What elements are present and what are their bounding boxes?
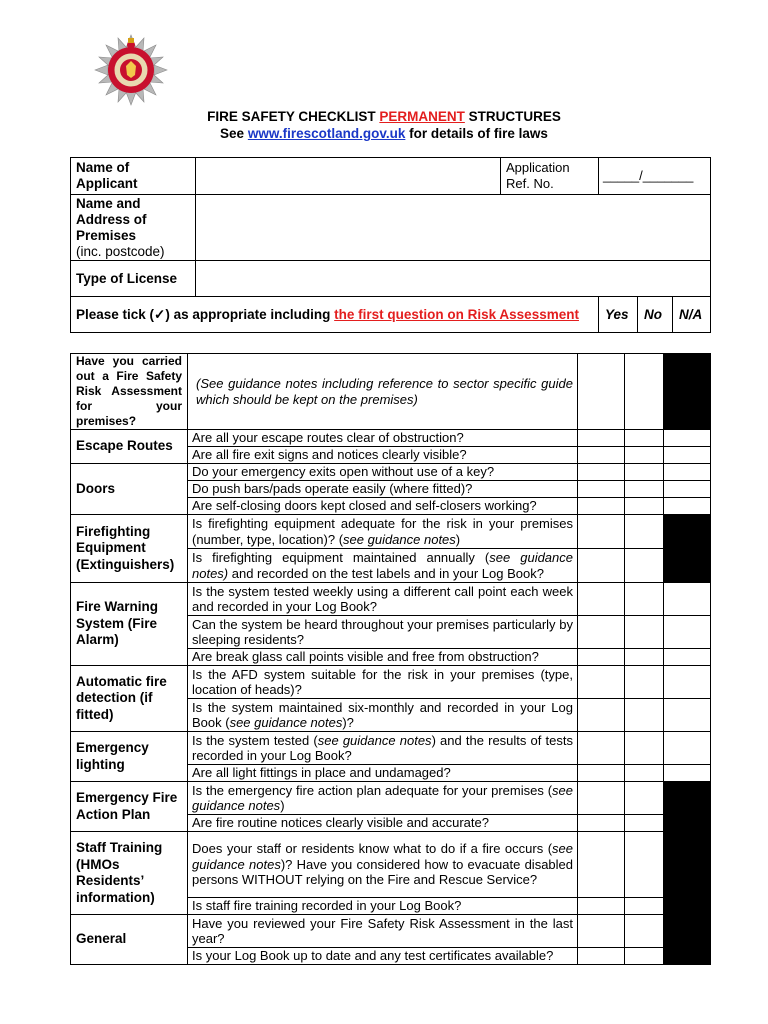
na-checkbox[interactable] [664,447,711,464]
risk-assessment-label: Have you carried out a Fire Safety Risk Assessment for your premises? [71,354,188,430]
question: Does your staff or residents know what to do if a fire occurs (see guidance notes)? Have you considered how to evacuate disabled persons WITHOUT relying on the Fire and Rescue Service? [188,832,578,898]
no-checkbox[interactable] [625,782,664,815]
yes-checkbox[interactable] [578,498,625,515]
na-blocked-cell [664,354,711,430]
yes-checkbox[interactable] [578,430,625,447]
na-blocked-cell [664,782,711,815]
risk-assessment-note: (See guidance notes including reference to sector specific guide which should be kept on the premises) [188,354,578,430]
staff-training-label: Staff Training (HMOs Residents’ information) [71,832,188,915]
yes-checkbox[interactable] [578,515,625,549]
escape-routes-label: Escape Routes [71,430,188,464]
no-checkbox[interactable] [625,948,664,965]
question: Are all fire exit signs and notices clearly visible? [188,447,578,464]
emergency-lighting-label: Emergency lighting [71,732,188,782]
na-blocked-cell [664,948,711,965]
na-checkbox[interactable] [664,666,711,699]
no-checkbox[interactable] [625,898,664,915]
yes-checkbox[interactable] [578,832,625,898]
address-field[interactable] [196,195,711,261]
no-checkbox[interactable] [625,354,664,430]
address-label: Name and Address of Premises (inc. postcode) [71,195,196,261]
no-checkbox[interactable] [625,666,664,699]
question: Is the emergency fire action plan adequate for your premises (see guidance notes) [188,782,578,815]
title-highlight: PERMANENT [379,109,465,124]
no-checkbox[interactable] [625,765,664,782]
question: Are all your escape routes clear of obstruction? [188,430,578,447]
no-checkbox[interactable] [625,815,664,832]
no-checkbox[interactable] [625,515,664,549]
yes-checkbox[interactable] [578,765,625,782]
yes-checkbox[interactable] [578,481,625,498]
application-ref-field[interactable]: _____/_______ [599,158,711,195]
question: Is firefighting equipment maintained annually (see guidance notes) and recorded on the test labels and in your Log Book? [188,549,578,583]
no-checkbox[interactable] [625,915,664,948]
yes-checkbox[interactable] [578,464,625,481]
no-checkbox[interactable] [625,498,664,515]
emergency-fire-action-plan-label: Emergency Fire Action Plan [71,782,188,832]
question: Is staff fire training recorded in your Log Book? [188,898,578,915]
na-checkbox[interactable] [664,699,711,732]
type-of-license-field[interactable] [196,261,711,297]
na-checkbox[interactable] [664,498,711,515]
address-note: (inc. postcode) [76,243,165,259]
afd-label: Automatic fire detection (if fitted) [71,666,188,732]
no-checkbox[interactable] [625,430,664,447]
tick-instructions: Please tick (✓) as appropriate including the first question on Risk Assessment [71,297,599,333]
no-checkbox[interactable] [625,447,664,464]
name-of-applicant-field[interactable] [196,158,501,195]
no-checkbox[interactable] [625,616,664,649]
na-checkbox[interactable] [664,464,711,481]
question: Is the system tested weekly using a different call point each week and recorded in your Log Book? [188,583,578,616]
doors-label: Doors [71,464,188,515]
na-checkbox[interactable] [664,616,711,649]
yes-checkbox[interactable] [578,354,625,430]
no-checkbox[interactable] [625,649,664,666]
na-blocked-cell [664,515,711,549]
question: Do push bars/pads operate easily (where fitted)? [188,481,578,498]
no-checkbox[interactable] [625,549,664,583]
no-checkbox[interactable] [625,481,664,498]
question: Is the system tested (see guidance notes) and the results of tests recorded in your Log Book? [188,732,578,765]
yes-checkbox[interactable] [578,447,625,464]
yes-checkbox[interactable] [578,782,625,815]
yes-checkbox[interactable] [578,732,625,765]
na-checkbox[interactable] [664,481,711,498]
no-checkbox[interactable] [625,832,664,898]
question: Are break glass call points visible and free from obstruction? [188,649,578,666]
col-no-header: No [638,297,673,333]
application-ref-label: Application Ref. No. [501,158,599,195]
na-checkbox[interactable] [664,430,711,447]
question: Are all light fittings in place and undamaged? [188,765,578,782]
yes-checkbox[interactable] [578,898,625,915]
question: Do your emergency exits open without use of a key? [188,464,578,481]
yes-checkbox[interactable] [578,815,625,832]
tick-instructions-highlight: the first question on Risk Assessment [334,306,579,322]
yes-checkbox[interactable] [578,583,625,616]
no-checkbox[interactable] [625,464,664,481]
question: Are fire routine notices clearly visible and accurate? [188,815,578,832]
page-subtitle: See www.firescotland.gov.uk for details of fire laws [220,126,548,141]
na-blocked-cell [664,815,711,832]
question: Have you reviewed your Fire Safety Risk Assessment in the last year? [188,915,578,948]
question: Is firefighting equipment adequate for the risk in your premises (number, type, location)? (see guidance notes) [188,515,578,549]
col-na-header: N/A [673,297,711,333]
applicant-details-table [70,157,711,333]
fire-service-crest-logo [92,34,170,106]
question: Is your Log Book up to date and any test certificates available? [188,948,578,965]
type-of-license-label: Type of License [71,261,196,297]
no-checkbox[interactable] [625,699,664,732]
na-blocked-cell [664,832,711,898]
name-of-applicant-label: Name of Applicant [71,158,196,195]
na-blocked-cell [664,898,711,915]
checklist-table [70,353,711,965]
na-checkbox[interactable] [664,583,711,616]
no-checkbox[interactable] [625,732,664,765]
yes-checkbox[interactable] [578,699,625,732]
yes-checkbox[interactable] [578,549,625,583]
yes-checkbox[interactable] [578,616,625,649]
yes-checkbox[interactable] [578,666,625,699]
question: Is the system maintained six-monthly and recorded in your Log Book (see guidance notes)? [188,699,578,732]
na-blocked-cell [664,915,711,948]
fire-warning-system-label: Fire Warning System (Fire Alarm) [71,583,188,666]
na-checkbox[interactable] [664,649,711,666]
no-checkbox[interactable] [625,583,664,616]
firefighting-equipment-label: Firefighting Equipment (Extinguishers) [71,515,188,583]
question: Can the system be heard throughout your premises particularly by sleeping residents? [188,616,578,649]
question: Is the AFD system suitable for the risk in your premises (type, location of heads)? [188,666,578,699]
na-checkbox[interactable] [664,732,711,765]
col-yes-header: Yes [599,297,638,333]
question: Are self-closing doors kept closed and self-closers working? [188,498,578,515]
yes-checkbox[interactable] [578,649,625,666]
general-label: General [71,915,188,965]
yes-checkbox[interactable] [578,948,625,965]
page-title: FIRE SAFETY CHECKLIST PERMANENT STRUCTURES [207,109,561,124]
na-blocked-cell [664,549,711,583]
yes-checkbox[interactable] [578,915,625,948]
na-checkbox[interactable] [664,765,711,782]
firescotland-link[interactable]: www.firescotland.gov.uk [247,126,406,141]
